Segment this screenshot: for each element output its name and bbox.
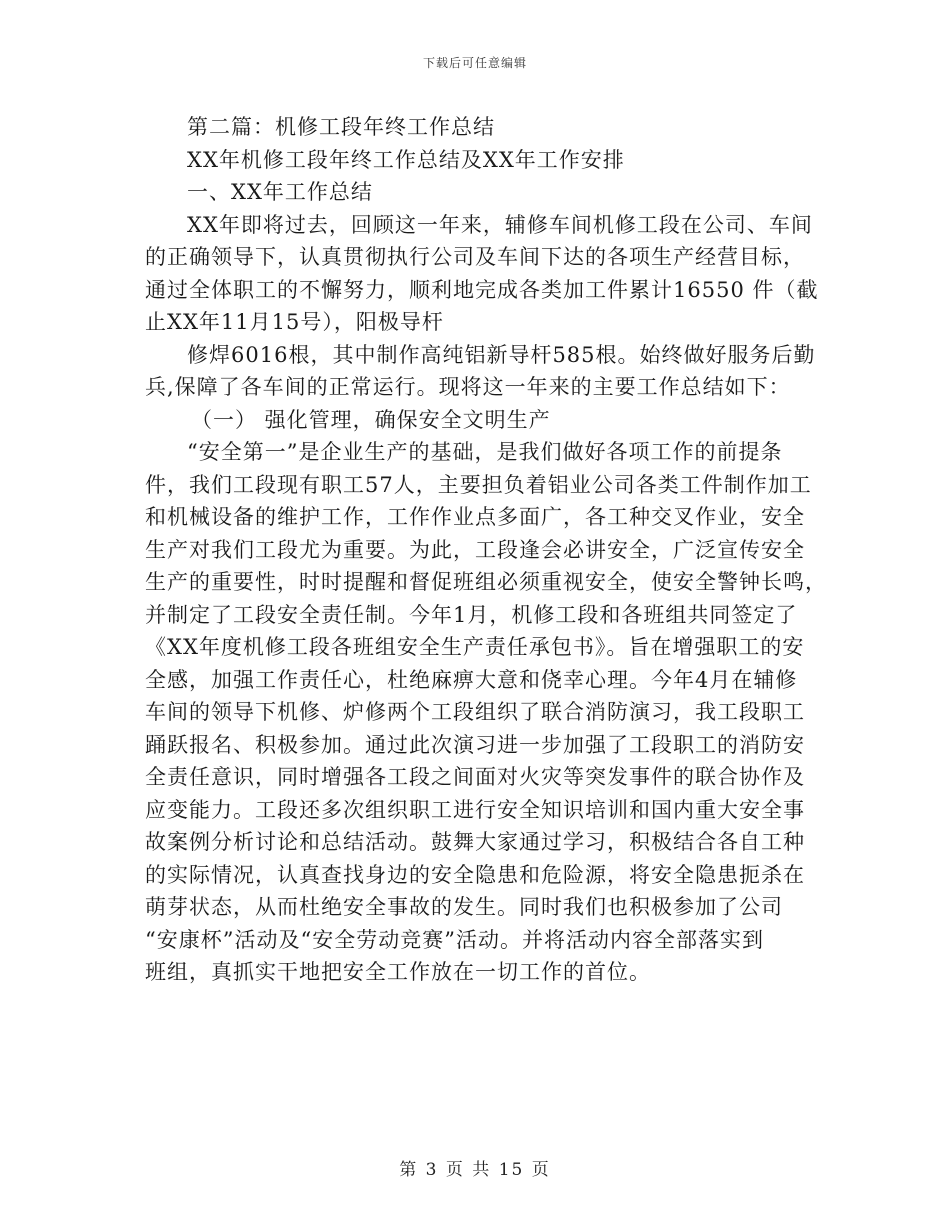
paragraph-line: 车间的领导下机修、炉修两个工段组织了联合消防演习，我工段职工 — [145, 700, 805, 724]
page-number: 第 3 页 共 15 页 — [399, 1160, 551, 1180]
paragraph-line: 和机械设备的维护工作，工作作业点多面广，各工种交叉作业，安全 — [145, 505, 805, 529]
paragraph-line: “安康杯”活动及“安全劳动竞赛”活动。并将活动内容全部落实到 — [145, 927, 764, 952]
section-heading: 一、XX年工作总结 — [187, 180, 373, 204]
paragraph-line: XX年即将过去，回顾这一年来，辅修车间机修工段在公司、车间 — [187, 212, 813, 237]
paragraph-line: 全责任意识，同时增强各工段之间面对火灾等突发事件的联合协作及 — [145, 765, 805, 789]
paragraph-line: 的正确领导下，认真贯彻执行公司及车间下达的各项生产经营目标， — [145, 245, 805, 269]
paragraph-line: 生产对我们工段尤为重要。为此，工段逢会必讲安全，广泛宣传安全 — [145, 537, 805, 562]
paragraph-line: 萌芽状态，从而杜绝安全事故的发生。同时我们也积极参加了公司 — [145, 895, 783, 919]
paragraph-line: 《XX年度机修工段各班组安全生产责任承包书》。旨在增强职工的安 — [145, 635, 805, 659]
document-subtitle: XX年机修工段年终工作总结及XX年工作安排 — [187, 147, 625, 172]
document-body — [145, 111, 827, 989]
paragraph-line: “安全第一”是企业生产的基础，是我们做好各项工作的前提条 — [187, 440, 783, 464]
section-title: 第二篇：机修工段年终工作总结 — [187, 115, 495, 139]
paragraph-line: 通过全体职工的不懈努力，顺利地完成各类加工件累计16550 件（截 — [145, 277, 819, 302]
paragraph-line: 全感，加强工作责任心，杜绝麻痹大意和侥幸心理。今年4月在辅修 — [145, 667, 798, 692]
paragraph-line: 班组，真抓实干地把安全工作放在一切工作的首位。 — [145, 960, 651, 984]
paragraph-line: 生产的重要性，时时提醒和督促班组必须重视安全，使安全警钟长鸣， — [145, 570, 827, 594]
paragraph-line: 件，我们工段现有职工57人，主要担负着铝业公司各类工件制作加工 — [145, 472, 812, 497]
subsection-heading: （一） 强化管理，确保安全文明生产 — [191, 407, 551, 432]
paragraph-line: 并制定了工段安全责任制。今年1月，机修工段和各班组共同签定了 — [145, 602, 798, 627]
paragraph-line: 修焊6016根，其中制作高纯铝新导杆585根。始终做好服务后勤 — [187, 342, 816, 367]
paragraph-line: 的实际情况，认真查找身边的安全隐患和危险源，将安全隐患扼杀在 — [145, 862, 805, 887]
paragraph-line: 应变能力。工段还多次组织职工进行安全知识培训和国内重大安全事 — [145, 797, 805, 822]
header-note: 下载后可任意编辑 — [422, 56, 527, 70]
paragraph-line: 止XX年11月15号），阳极导杆 — [145, 310, 444, 334]
paragraph-line: 兵,保障了各车间的正常运行。现将这一年来的主要工作总结如下： — [145, 375, 791, 399]
paragraph-line: 踊跃报名、积极参加。通过此次演习进一步加强了工段职工的消防安 — [145, 732, 805, 757]
paragraph-line: 故案例分析讨论和总结活动。鼓舞大家通过学习，积极结合各自工种 — [145, 830, 805, 854]
